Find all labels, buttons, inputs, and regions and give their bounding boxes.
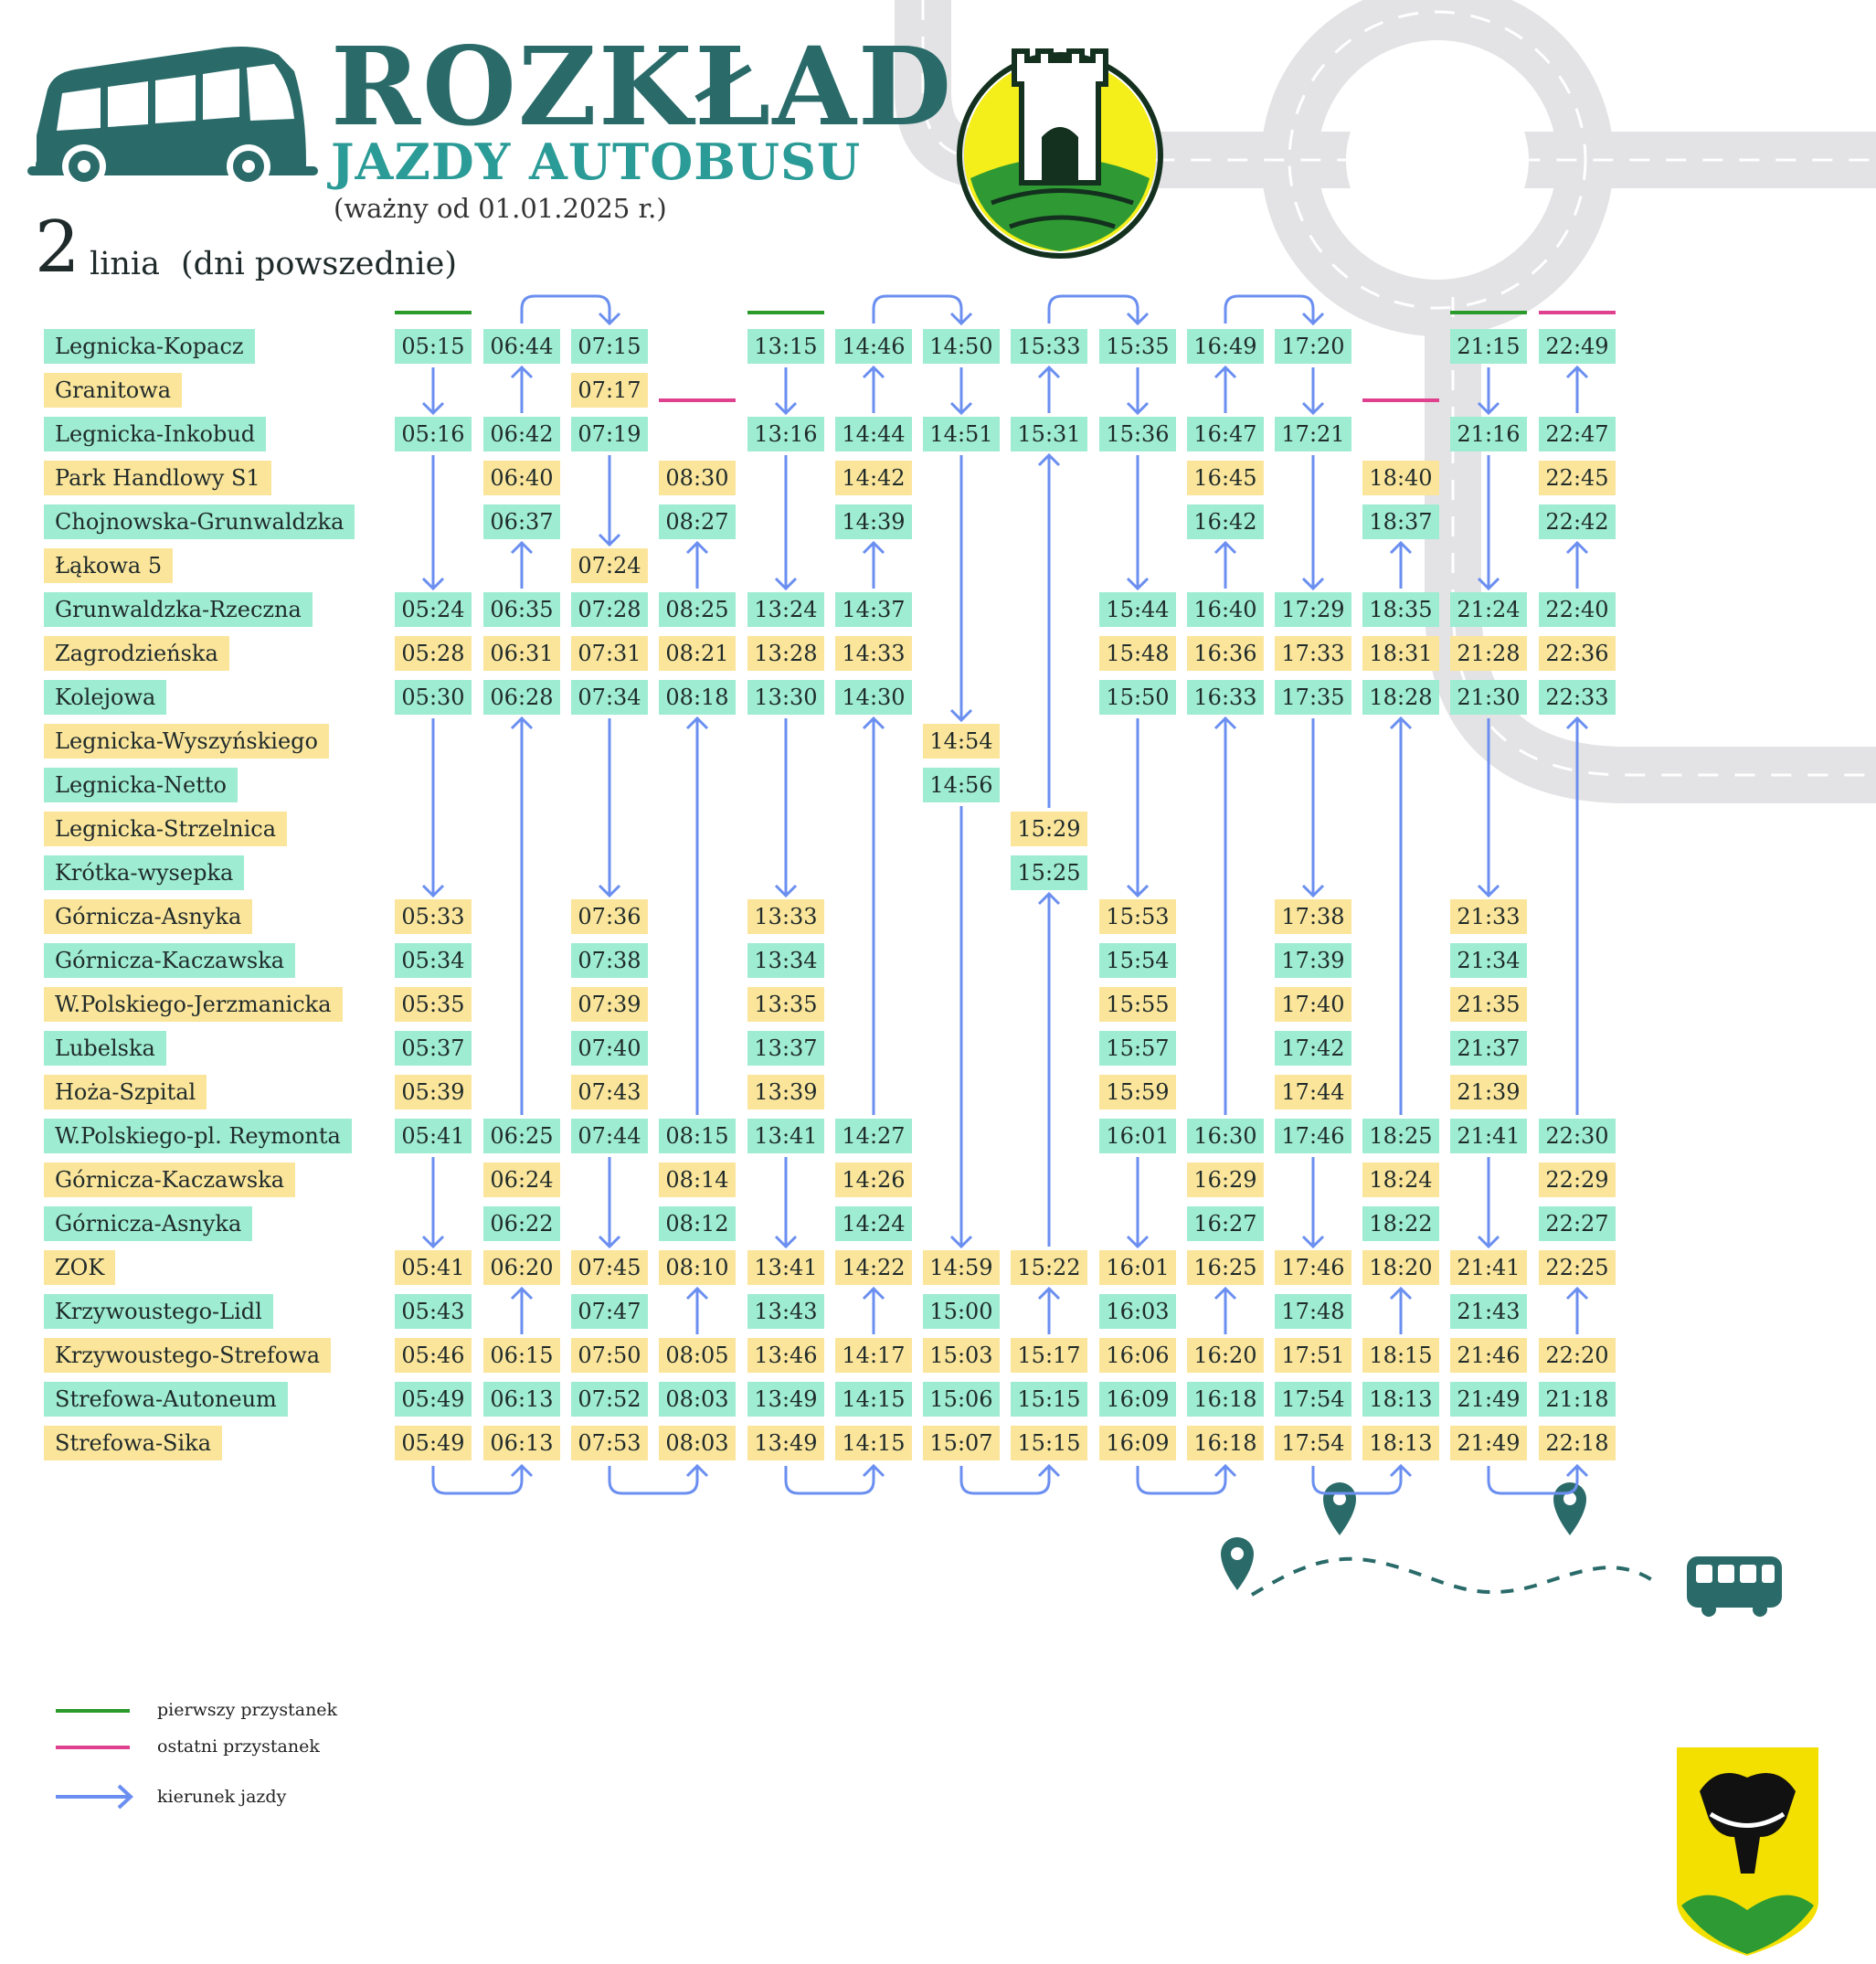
- departure-time: 18:20: [1362, 1250, 1439, 1285]
- departure-time: 17:44: [1275, 1075, 1351, 1109]
- turnaround-arrow: [433, 1466, 522, 1493]
- departure-time: 17:46: [1275, 1250, 1351, 1285]
- departure-time: 16:01: [1099, 1250, 1176, 1285]
- departure-time: 08:30: [659, 461, 736, 495]
- departure-time: 13:28: [747, 636, 824, 671]
- departure-time: 15:29: [1011, 812, 1087, 846]
- departure-time: 07:24: [571, 548, 648, 583]
- departure-time: 06:15: [483, 1338, 560, 1373]
- stop-name: Hoża-Szpital: [44, 1075, 207, 1109]
- departure-time: 13:37: [747, 1031, 824, 1066]
- departure-time: 14:46: [835, 329, 912, 364]
- stop-name: Legnicka-Netto: [44, 768, 238, 802]
- departure-time: 06:22: [483, 1206, 560, 1241]
- departure-time: 16:09: [1099, 1426, 1176, 1460]
- departure-time: 15:53: [1099, 899, 1176, 934]
- departure-time: 13:46: [747, 1338, 824, 1373]
- departure-time: 14:37: [835, 592, 912, 627]
- departure-time: 17:46: [1275, 1119, 1351, 1153]
- departure-time: 06:35: [483, 592, 560, 627]
- departure-time: 22:18: [1539, 1426, 1616, 1460]
- departure-time: 21:39: [1450, 1075, 1527, 1109]
- departure-time: 14:17: [835, 1338, 912, 1373]
- departure-time: 13:33: [747, 899, 824, 934]
- departure-time: 16:01: [1099, 1119, 1176, 1153]
- departure-time: 22:36: [1539, 636, 1616, 671]
- departure-time: 13:41: [747, 1250, 824, 1285]
- departure-time: 07:44: [571, 1119, 648, 1153]
- departure-time: 21:37: [1450, 1031, 1527, 1066]
- stop-name: Granitowa: [44, 373, 182, 408]
- departure-time: 18:40: [1362, 461, 1439, 495]
- departure-time: 07:38: [571, 943, 648, 978]
- departure-time: 15:22: [1011, 1250, 1087, 1285]
- departure-time: 14:51: [923, 417, 1000, 451]
- departure-time: 14:50: [923, 329, 1000, 364]
- departure-time: 16:18: [1187, 1426, 1264, 1460]
- departure-time: 13:35: [747, 987, 824, 1022]
- departure-time: 07:36: [571, 899, 648, 934]
- departure-time: 14:54: [923, 724, 1000, 759]
- departure-time: 06:20: [483, 1250, 560, 1285]
- departure-time: 05:41: [395, 1119, 472, 1153]
- stop-name: Zagrodzieńska: [44, 636, 229, 671]
- stop-name: Górnicza-Asnyka: [44, 1206, 252, 1241]
- turnaround-arrow: [609, 1466, 697, 1493]
- departure-time: 15:48: [1099, 636, 1176, 671]
- departure-time: 17:33: [1275, 636, 1351, 671]
- departure-time: 15:36: [1099, 417, 1176, 451]
- departure-time: 05:43: [395, 1294, 472, 1329]
- departure-time: 07:47: [571, 1294, 648, 1329]
- departure-time: 05:39: [395, 1075, 472, 1109]
- departure-time: 15:35: [1099, 329, 1176, 364]
- departure-time: 07:50: [571, 1338, 648, 1373]
- departure-time: 17:38: [1275, 899, 1351, 934]
- departure-time: 05:16: [395, 417, 472, 451]
- departure-time: 13:24: [747, 592, 824, 627]
- stop-name: Strefowa-Sika: [44, 1426, 222, 1460]
- departure-time: 05:15: [395, 329, 472, 364]
- departure-time: 13:49: [747, 1426, 824, 1460]
- departure-time: 15:03: [923, 1338, 1000, 1373]
- turnaround-arrow: [1049, 296, 1138, 324]
- departure-time: 14:24: [835, 1206, 912, 1241]
- departure-time: 21:34: [1450, 943, 1527, 978]
- departure-time: 15:44: [1099, 592, 1176, 627]
- departure-time: 21:28: [1450, 636, 1527, 671]
- departure-time: 07:19: [571, 417, 648, 451]
- turnaround-arrow: [1138, 1466, 1225, 1493]
- departure-time: 07:31: [571, 636, 648, 671]
- departure-time: 21:33: [1450, 899, 1527, 934]
- departure-time: 16:29: [1187, 1162, 1264, 1197]
- coat-of-arms: [1677, 1747, 1818, 1956]
- stop-name: ZOK: [44, 1250, 115, 1285]
- departure-time: 14:26: [835, 1162, 912, 1197]
- departure-time: 06:42: [483, 417, 560, 451]
- departure-time: 21:41: [1450, 1250, 1527, 1285]
- departure-time: 07:45: [571, 1250, 648, 1285]
- departure-time: 06:31: [483, 636, 560, 671]
- stop-name: W.Polskiego-pl. Reymonta: [44, 1119, 352, 1153]
- legend-first-stop: pierwszy przystanek: [157, 1700, 338, 1720]
- departure-time: 22:30: [1539, 1119, 1616, 1153]
- departure-time: 15:00: [923, 1294, 1000, 1329]
- bus-illustration: [27, 47, 318, 188]
- departure-time: 15:33: [1011, 329, 1087, 364]
- departure-time: 17:54: [1275, 1426, 1351, 1460]
- departure-time: 08:12: [659, 1206, 736, 1241]
- departure-time: 14:30: [835, 680, 912, 715]
- turnaround-arrow: [961, 1466, 1049, 1493]
- departure-time: 08:27: [659, 504, 736, 539]
- stop-name: Grunwaldzka-Rzeczna: [44, 592, 313, 627]
- departure-time: 06:44: [483, 329, 560, 364]
- route-illustration: [1221, 1482, 1782, 1617]
- departure-time: 18:31: [1362, 636, 1439, 671]
- departure-time: 22:29: [1539, 1162, 1616, 1197]
- departure-time: 05:46: [395, 1338, 472, 1373]
- stop-name: Górnicza-Asnyka: [44, 899, 252, 934]
- stop-name: Krzywoustego-Strefowa: [44, 1338, 331, 1373]
- departure-time: 21:49: [1450, 1382, 1527, 1417]
- departure-time: 15:06: [923, 1382, 1000, 1417]
- legend-last-stop: ostatni przystanek: [157, 1736, 320, 1757]
- departure-time: 08:05: [659, 1338, 736, 1373]
- departure-time: 22:20: [1539, 1338, 1616, 1373]
- departure-time: 08:10: [659, 1250, 736, 1285]
- departure-time: 17:51: [1275, 1338, 1351, 1373]
- departure-time: 07:34: [571, 680, 648, 715]
- line-number: 2: [35, 207, 80, 289]
- departure-time: 05:37: [395, 1031, 472, 1066]
- departure-time: 14:39: [835, 504, 912, 539]
- departure-time: 21:46: [1450, 1338, 1527, 1373]
- departure-time: 16:30: [1187, 1119, 1264, 1153]
- departure-time: 13:15: [747, 329, 824, 364]
- departure-time: 13:39: [747, 1075, 824, 1109]
- departure-time: 07:15: [571, 329, 648, 364]
- departure-time: 06:40: [483, 461, 560, 495]
- departure-time: 15:31: [1011, 417, 1087, 451]
- legend-graphics: [56, 1711, 131, 1808]
- departure-time: 21:18: [1539, 1382, 1616, 1417]
- departure-time: 21:49: [1450, 1426, 1527, 1460]
- departure-time: 18:13: [1362, 1426, 1439, 1460]
- departure-time: 05:49: [395, 1426, 472, 1460]
- departure-time: 15:54: [1099, 943, 1176, 978]
- departure-time: 13:34: [747, 943, 824, 978]
- departure-time: 17:39: [1275, 943, 1351, 978]
- departure-time: 18:35: [1362, 592, 1439, 627]
- departure-time: 22:45: [1539, 461, 1616, 495]
- stop-name: Lubelska: [44, 1031, 166, 1066]
- departure-time: 08:03: [659, 1382, 736, 1417]
- stop-name: Krótka-wysepka: [44, 855, 244, 890]
- departure-time: 18:22: [1362, 1206, 1439, 1241]
- departure-time: 18:25: [1362, 1119, 1439, 1153]
- departure-time: 18:15: [1362, 1338, 1439, 1373]
- departure-time: 05:24: [395, 592, 472, 627]
- departure-time: 16:09: [1099, 1382, 1176, 1417]
- departure-time: 14:15: [835, 1382, 912, 1417]
- departure-time: 05:30: [395, 680, 472, 715]
- departure-time: 14:22: [835, 1250, 912, 1285]
- departure-time: 08:21: [659, 636, 736, 671]
- departure-time: 05:33: [395, 899, 472, 934]
- departure-time: 06:24: [483, 1162, 560, 1197]
- stop-name: Legnicka-Strzelnica: [44, 812, 287, 846]
- turnaround-arrow: [1225, 296, 1313, 324]
- departure-time: 15:07: [923, 1426, 1000, 1460]
- departure-time: 13:41: [747, 1119, 824, 1153]
- stop-name: Krzywoustego-Lidl: [44, 1294, 273, 1329]
- stop-name: Legnicka-Inkobud: [44, 417, 266, 451]
- departure-time: 18:28: [1362, 680, 1439, 715]
- departure-time: 07:39: [571, 987, 648, 1022]
- departure-time: 16:18: [1187, 1382, 1264, 1417]
- departure-time: 16:45: [1187, 461, 1264, 495]
- departure-time: 14:15: [835, 1426, 912, 1460]
- departure-time: 13:43: [747, 1294, 824, 1329]
- departure-time: 16:25: [1187, 1250, 1264, 1285]
- departure-time: 22:40: [1539, 592, 1616, 627]
- departure-time: 22:42: [1539, 504, 1616, 539]
- departure-time: 13:49: [747, 1382, 824, 1417]
- departure-time: 07:53: [571, 1426, 648, 1460]
- departure-time: 08:25: [659, 592, 736, 627]
- departure-time: 06:37: [483, 504, 560, 539]
- departure-time: 17:20: [1275, 329, 1351, 364]
- departure-time: 15:17: [1011, 1338, 1087, 1373]
- departure-time: 22:47: [1539, 417, 1616, 451]
- departure-time: 08:14: [659, 1162, 736, 1197]
- departure-time: 14:44: [835, 417, 912, 451]
- zlotoryja-logo: [959, 51, 1161, 256]
- departure-time: 05:41: [395, 1250, 472, 1285]
- stop-name: Park Handlowy S1: [44, 461, 271, 495]
- departure-time: 22:27: [1539, 1206, 1616, 1241]
- departure-time: 15:55: [1099, 987, 1176, 1022]
- departure-time: 17:54: [1275, 1382, 1351, 1417]
- stop-name: W.Polskiego-Jerzmanicka: [44, 987, 343, 1022]
- departure-time: 13:30: [747, 680, 824, 715]
- departure-time: 05:35: [395, 987, 472, 1022]
- legend-direction: kierunek jazdy: [157, 1787, 287, 1807]
- departure-time: 06:13: [483, 1382, 560, 1417]
- departure-time: 08:03: [659, 1426, 736, 1460]
- departure-time: 08:18: [659, 680, 736, 715]
- departure-time: 17:48: [1275, 1294, 1351, 1329]
- departure-time: 16:06: [1099, 1338, 1176, 1373]
- departure-time: 07:52: [571, 1382, 648, 1417]
- stop-name: Chojnowska-Grunwaldzka: [44, 504, 355, 539]
- departure-time: 16:47: [1187, 417, 1264, 451]
- departure-time: 15:57: [1099, 1031, 1176, 1066]
- departure-time: 21:24: [1450, 592, 1527, 627]
- departure-time: 21:15: [1450, 329, 1527, 364]
- line-days: (dni powszednie): [181, 246, 457, 282]
- departure-time: 08:15: [659, 1119, 736, 1153]
- departure-time: 15:15: [1011, 1426, 1087, 1460]
- departure-time: 14:42: [835, 461, 912, 495]
- departure-time: 18:13: [1362, 1382, 1439, 1417]
- departure-time: 21:41: [1450, 1119, 1527, 1153]
- departure-time: 16:27: [1187, 1206, 1264, 1241]
- departure-time: 21:16: [1450, 417, 1527, 451]
- departure-time: 07:40: [571, 1031, 648, 1066]
- departure-time: 21:43: [1450, 1294, 1527, 1329]
- departure-time: 16:20: [1187, 1338, 1264, 1373]
- stop-name: Górnicza-Kaczawska: [44, 943, 295, 978]
- departure-time: 22:25: [1539, 1250, 1616, 1285]
- departure-time: 21:35: [1450, 987, 1527, 1022]
- stop-name: Górnicza-Kaczawska: [44, 1162, 295, 1197]
- stop-name: Legnicka-Wyszyńskiego: [44, 724, 329, 759]
- departure-time: 14:59: [923, 1250, 1000, 1285]
- turnaround-arrow: [874, 296, 961, 324]
- departure-time: 07:43: [571, 1075, 648, 1109]
- turnaround-arrow: [522, 296, 609, 324]
- departure-time: 16:03: [1099, 1294, 1176, 1329]
- departure-time: 15:15: [1011, 1382, 1087, 1417]
- departure-time: 18:24: [1362, 1162, 1439, 1197]
- page-subtitle: JAZDY AUTOBUSU: [331, 133, 862, 191]
- departure-time: 22:49: [1539, 329, 1616, 364]
- departure-time: 14:33: [835, 636, 912, 671]
- departure-time: 22:33: [1539, 680, 1616, 715]
- departure-time: 15:59: [1099, 1075, 1176, 1109]
- departure-time: 17:35: [1275, 680, 1351, 715]
- departure-time: 17:40: [1275, 987, 1351, 1022]
- stop-name: Strefowa-Autoneum: [44, 1382, 288, 1417]
- departure-time: 07:28: [571, 592, 648, 627]
- stop-name: Kolejowa: [44, 680, 166, 715]
- validity-note: (ważny od 01.01.2025 r.): [334, 193, 667, 224]
- departure-time: 15:25: [1011, 855, 1087, 890]
- departure-time: 06:25: [483, 1119, 560, 1153]
- line-word: linia: [90, 246, 160, 282]
- turnaround-arrow: [786, 1466, 874, 1493]
- departure-time: 05:49: [395, 1382, 472, 1417]
- departure-time: 17:42: [1275, 1031, 1351, 1066]
- departure-time: 14:56: [923, 768, 1000, 802]
- stop-name: Legnicka-Kopacz: [44, 329, 255, 364]
- departure-time: 06:28: [483, 680, 560, 715]
- departure-time: 17:29: [1275, 592, 1351, 627]
- departure-time: 16:36: [1187, 636, 1264, 671]
- departure-time: 16:40: [1187, 592, 1264, 627]
- page-title: ROZKŁAD: [331, 23, 954, 150]
- stop-name: Łąkowa 5: [44, 548, 173, 583]
- departure-time: 18:37: [1362, 504, 1439, 539]
- departure-time: 05:28: [395, 636, 472, 671]
- departure-time: 17:21: [1275, 417, 1351, 451]
- departure-time: 14:27: [835, 1119, 912, 1153]
- departure-time: 06:13: [483, 1426, 560, 1460]
- departure-time: 07:17: [571, 373, 648, 408]
- departure-time: 16:33: [1187, 680, 1264, 715]
- departure-time: 21:30: [1450, 680, 1527, 715]
- departure-time: 16:42: [1187, 504, 1264, 539]
- departure-time: 13:16: [747, 417, 824, 451]
- departure-time: 05:34: [395, 943, 472, 978]
- departure-time: 16:49: [1187, 329, 1264, 364]
- departure-time: 15:50: [1099, 680, 1176, 715]
